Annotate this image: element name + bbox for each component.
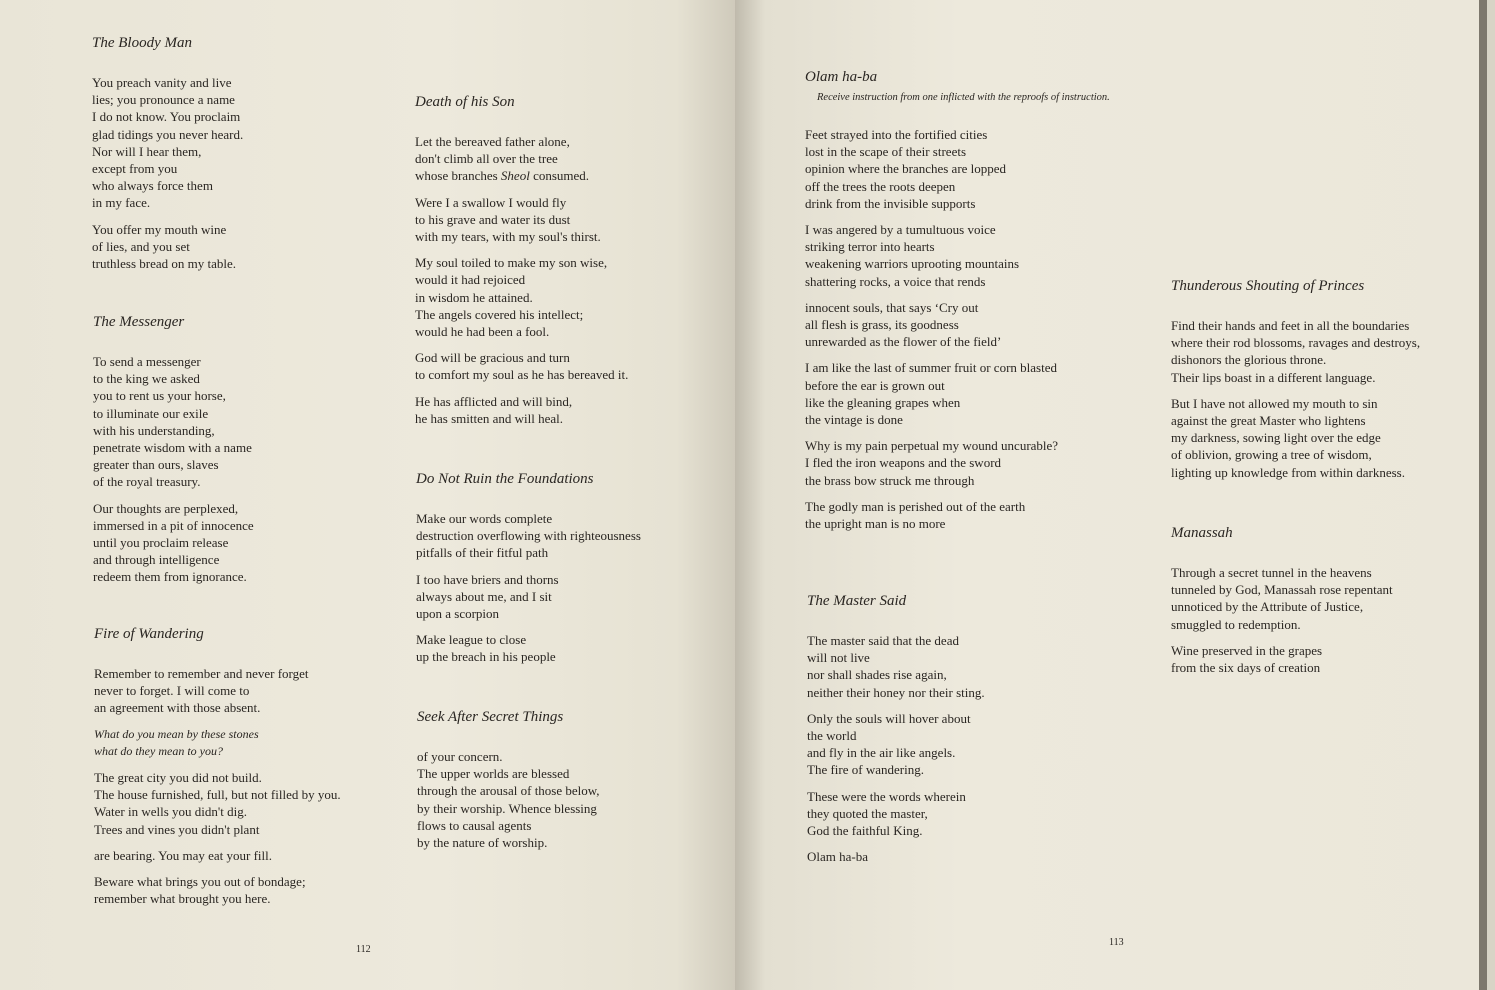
- poem-title: Thunderous Shouting of Princes: [1171, 278, 1365, 294]
- stanza: [1171, 564, 1393, 633]
- stanza: [1171, 395, 1420, 481]
- poem-line: truthless bread on my table.: [92, 256, 237, 272]
- poem-title: Death of his Son: [415, 94, 515, 110]
- poem-title: Do Not Ruin the Foundations: [416, 471, 594, 487]
- poem-line: The godly man is perished out of the earth: [805, 498, 1026, 514]
- poem-fire-of-wandering: [94, 625, 341, 916]
- poem-line: I too have briers and thorns: [416, 571, 559, 587]
- stanza-italic: [94, 726, 341, 760]
- poem-line: pitfalls of their fitful path: [416, 545, 549, 561]
- right-page: [735, 0, 1487, 990]
- poem-line: opinion where the branches are lopped: [805, 161, 1007, 177]
- poem-line: don't climb all over the tree: [415, 151, 558, 167]
- poem-line: of your concern.: [417, 749, 503, 764]
- stanza: [92, 221, 243, 273]
- poem-line: flows to causal agents: [417, 817, 532, 833]
- poem-line: The master said that the dead: [807, 633, 959, 648]
- poem-line: neither their honey nor their sting.: [807, 684, 985, 700]
- poem-line: except from you: [92, 161, 178, 177]
- poem-line: immersed in a pit of innocence: [93, 517, 254, 533]
- poem-line: God the faithful King.: [807, 823, 923, 839]
- poem-line: in my face.: [92, 195, 151, 211]
- poem-line: where their rod blossoms, ravages and destroys,: [1171, 335, 1421, 351]
- poem-line: The great city you did not build.: [94, 770, 262, 786]
- poem-line: smuggled to redemption.: [1171, 616, 1301, 632]
- stanza: [94, 873, 341, 907]
- stanza: [93, 353, 254, 491]
- poem-title: Fire of Wandering: [94, 626, 204, 642]
- poem-line: by their worship. Whence blessing: [417, 800, 597, 816]
- stanza: [805, 221, 1117, 290]
- poem-line: Remember to remember and never forget: [94, 666, 309, 681]
- stanza: [416, 510, 641, 562]
- stanza: [94, 665, 341, 717]
- poem-line: [415, 167, 628, 184]
- poem-title: The Master Said: [807, 593, 907, 609]
- poem-line: weakening warriors uprooting mountains: [805, 256, 1020, 272]
- poem-line: penetrate wisdom with a name: [93, 440, 252, 456]
- poem-line: Their lips boast in a different language.: [1171, 369, 1376, 385]
- poem-line: my darkness, sowing light over the edge: [1171, 430, 1381, 446]
- poem-line: I am like the last of summer fruit or corn blasted: [805, 360, 1057, 376]
- italic-word: Sheol: [500, 168, 530, 184]
- line-part: consumed.: [529, 168, 590, 184]
- stanza: [415, 133, 628, 185]
- poem-line: lies; you pronounce a name: [92, 92, 235, 108]
- poem-line: never to forget. I will come to: [94, 683, 250, 699]
- poem-line: Only the souls will hover about: [807, 710, 971, 726]
- poem-line: unrewarded as the flower of the field’: [805, 334, 1002, 350]
- stanza: [416, 571, 641, 623]
- poem-line: always about me, and I sit: [416, 588, 552, 604]
- poem-line: the vintage is done: [805, 412, 903, 428]
- stanza: [415, 393, 628, 427]
- poem-line: of oblivion, growing a tree of wisdom,: [1171, 447, 1372, 463]
- poem-death-of-his-son: [415, 93, 628, 436]
- poem-line: Nor will I hear them,: [92, 143, 202, 159]
- poem-line: I fled the iron weapons and the sword: [805, 455, 1002, 471]
- poem-line: off the trees the roots deepen: [805, 178, 956, 194]
- poem-line: Feet strayed into the fortified cities: [805, 127, 988, 142]
- poem-line: He has afflicted and will bind,: [415, 393, 573, 409]
- poem-line: Find their hands and feet in all the boundaries: [1171, 318, 1410, 333]
- poem-line: from the six days of creation: [1171, 660, 1321, 676]
- page-edge: [1479, 0, 1487, 990]
- left-page: [0, 0, 735, 990]
- poem-line: Make our words complete: [416, 511, 553, 526]
- poem-line: To send a messenger: [93, 354, 201, 369]
- poem-line: God will be gracious and turn: [415, 350, 570, 366]
- poem-line: who always force them: [92, 178, 213, 194]
- poem-line: he has smitten and will heal.: [415, 410, 564, 426]
- poem-line: they quoted the master,: [807, 805, 928, 821]
- poem-the-master-said: [807, 592, 985, 874]
- poem-line: and fly in the air like angels.: [807, 745, 956, 761]
- stanza: [94, 769, 341, 838]
- poem-line: Our thoughts are perplexed,: [93, 500, 239, 516]
- poem-line: My soul toiled to make my son wise,: [415, 255, 608, 271]
- poem-line: redeem them from ignorance.: [93, 569, 247, 585]
- poem-title: The Messenger: [93, 314, 185, 330]
- poem-title: Olam ha-ba: [805, 69, 878, 85]
- poem-line: The angels covered his intellect;: [415, 306, 584, 322]
- stanza: [416, 631, 641, 665]
- poem-line: Trees and vines you didn't plant: [94, 821, 260, 837]
- poem-line: the world: [807, 728, 857, 744]
- poem-line: unnoticed by the Attribute of Justice,: [1171, 599, 1364, 615]
- poem-line: striking terror into hearts: [805, 239, 935, 255]
- poem-line: until you proclaim release: [93, 535, 229, 551]
- poem-line: with his understanding,: [93, 422, 215, 438]
- poem-line: Let the bereaved father alone,: [415, 134, 570, 149]
- line-part: whose branches: [415, 168, 501, 184]
- poem-line: Why is my pain perpetual my wound uncurable?: [805, 438, 1059, 454]
- poem-line: what do they mean to you?: [94, 743, 223, 758]
- poem-title: The Bloody Man: [92, 35, 192, 51]
- page-number: 112: [356, 944, 371, 955]
- stanza: [807, 710, 985, 779]
- stanza: [807, 788, 985, 840]
- poem-line: up the breach in his people: [416, 649, 556, 665]
- poem-line: Were I a swallow I would fly: [415, 194, 567, 210]
- poem-line: glad tidings you never heard.: [92, 126, 244, 142]
- poem-line: against the great Master who lightens: [1171, 413, 1366, 429]
- poem-line: would it had rejoiced: [415, 272, 526, 288]
- poem-line: to the king we asked: [93, 371, 200, 387]
- poem-line: Through a secret tunnel in the heavens: [1171, 565, 1372, 580]
- poem-line: You offer my mouth wine: [92, 221, 227, 237]
- stanza: [1171, 642, 1393, 676]
- stanza: [417, 748, 600, 851]
- poem-line: Water in wells you didn't dig.: [94, 804, 247, 820]
- poem-line: destruction overflowing with righteousness: [416, 528, 641, 544]
- poem-line: These were the words wherein: [807, 788, 966, 804]
- poem-line: I do not know. You proclaim: [92, 109, 241, 125]
- poem-line: in wisdom he attained.: [415, 289, 533, 305]
- stanza: [1171, 317, 1420, 386]
- poem-do-not-ruin-the-foundations: [416, 470, 641, 675]
- poem-line: shattering rocks, a voice that rends: [805, 273, 986, 289]
- poem-manassah: [1171, 524, 1393, 685]
- poem-line: an agreement with those absent.: [94, 700, 261, 716]
- poem-line: before the ear is grown out: [805, 377, 945, 393]
- stanza: [415, 194, 628, 246]
- poem-line: The upper worlds are blessed: [417, 766, 570, 782]
- poem-line: of the royal treasury.: [93, 474, 201, 490]
- stanza: [805, 299, 1117, 351]
- poem-line: and through intelligence: [93, 552, 220, 568]
- stanza: [805, 437, 1117, 489]
- stanza: [415, 254, 628, 340]
- poem-line: Olam ha-ba: [807, 849, 869, 865]
- poem-the-messenger: [93, 313, 254, 595]
- poem-line: Wine preserved in the grapes: [1171, 642, 1323, 658]
- poem-line: lighting up knowledge from within darkness.: [1171, 464, 1405, 480]
- poem-line: to comfort my soul as he has bereaved it.: [415, 367, 629, 383]
- poem-line: lost in the scape of their streets: [805, 144, 967, 160]
- poem-line: are bearing. You may eat your fill.: [94, 847, 272, 863]
- poem-line: tunneled by God, Manassah rose repentant: [1171, 582, 1393, 598]
- poem-line: of lies, and you set: [92, 238, 190, 254]
- poem-line: you to rent us your horse,: [93, 388, 226, 404]
- stanza: [807, 632, 985, 701]
- stanza: [415, 349, 628, 383]
- poem-thunderous-shouting-of-princes: [1171, 277, 1420, 490]
- stanza: [93, 500, 254, 586]
- poem-line: the upright man is no more: [805, 516, 946, 532]
- poem-line: upon a scorpion: [416, 606, 500, 622]
- poem-line: Make league to close: [416, 632, 527, 648]
- poem-line: innocent souls, that says ‘Cry out: [805, 299, 979, 315]
- poem-line: will not live: [807, 650, 870, 666]
- poem-line: dishonors the glorious throne.: [1171, 352, 1327, 368]
- poem-line: The fire of wandering.: [807, 762, 924, 778]
- stanza: [92, 74, 243, 212]
- poem-line: nor shall shades rise again,: [807, 667, 947, 683]
- poem-epigraph: Receive instruction from one inflicted with the reproofs of instruction.: [817, 92, 1110, 103]
- stanza: [805, 126, 1117, 212]
- poem-line: to his grave and water its dust: [415, 211, 571, 227]
- poem-line: Beware what brings you out of bondage;: [94, 874, 306, 890]
- poem-line: to illuminate our exile: [93, 405, 209, 421]
- poem-line: remember what brought you here.: [94, 891, 271, 907]
- poem-seek-after-secret-things: [417, 708, 600, 860]
- poem-line: You preach vanity and live: [92, 75, 232, 90]
- stanza: [94, 847, 341, 864]
- poem-the-bloody-man: [92, 34, 243, 281]
- poem-line: all flesh is grass, its goodness: [805, 317, 959, 333]
- poem-line: like the gleaning grapes when: [805, 394, 961, 410]
- poem-line: with my tears, with my soul's thirst.: [415, 229, 601, 245]
- stanza: [805, 498, 1117, 532]
- poem-line: would he had been a fool.: [415, 324, 550, 340]
- poem-line: What do you mean by these stones: [94, 726, 259, 741]
- poem-line: But I have not allowed my mouth to sin: [1171, 395, 1378, 411]
- stanza: [807, 848, 985, 865]
- stanza: [805, 359, 1117, 428]
- page-number: 113: [1109, 937, 1124, 948]
- poem-line: by the nature of worship.: [417, 835, 548, 851]
- poem-line: The house furnished, full, but not filled by you.: [94, 787, 341, 803]
- poem-line: drink from the invisible supports: [805, 195, 976, 211]
- poem-olam-ha-ba: [805, 68, 1117, 541]
- poem-title: Manassah: [1171, 525, 1233, 541]
- poem-line: the brass bow struck me through: [805, 472, 975, 488]
- poem-line: I was angered by a tumultuous voice: [805, 222, 996, 238]
- poem-title: Seek After Secret Things: [417, 709, 564, 725]
- poem-line: through the arousal of those below,: [417, 783, 600, 799]
- poem-line: greater than ours, slaves: [93, 457, 219, 473]
